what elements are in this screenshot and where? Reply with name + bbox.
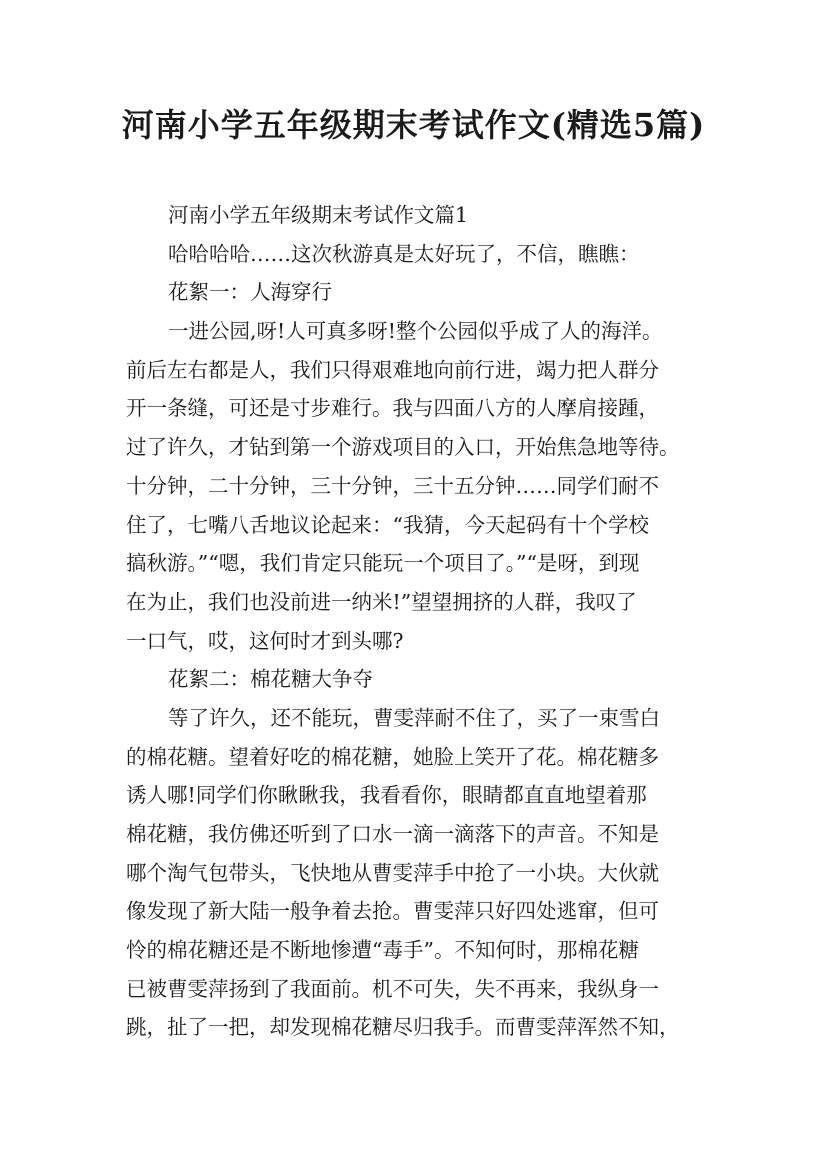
text-line: 等了许久，还不能玩，曹雯萍耐不住了，买了一束雪白 [168,705,660,730]
text-line: 跳，扯了一把，却发现棉花糖尽归我手。而曹雯萍浑然不知， [126,1015,680,1040]
text-line: 一口气，哎，这何时才到头哪? [126,628,404,653]
text-line: 一进公园,呀!人可真多呀!整个公园似乎成了人的海洋。 [168,319,663,344]
document-title: 河南小学五年级期末考试作文(精选5篇) [121,106,706,144]
text-line: 前后左右都是人，我们只得艰难地向前行进，竭力把人群分 [126,357,659,382]
text-line: 像发现了新大陆一般争着去抢。曹雯萍只好四处逃窜，但可 [126,899,659,924]
document-body [126,196,726,1047]
text-line: 已被曹雯萍扬到了我面前。机不可失，失不再来，我纵身一 [126,976,659,1001]
text-line: 棉花糖，我仿佛还听到了口水一滴一滴落下的声音。不知是 [126,822,659,846]
text-line: 十分钟，二十分钟，三十分钟，三十五分钟……同学们耐不 [126,473,659,498]
text-line: 哈哈哈哈……这次秋游真是太好玩了，不信，瞧瞧： [168,241,640,266]
text-line: 诱人哪!同学们你瞅瞅我，我看看你，眼睛都直直地望着那 [126,783,647,808]
text-line: 花絮一：人海穿行 [168,280,332,305]
text-line: 怜的棉花糖还是不断地惨遭“毒手”。不知何时，那棉花糖 [126,938,639,963]
text-line: 过了许久，才钻到第一个游戏项目的入口，开始焦急地等待。 [126,435,680,460]
text-line: 开一条缝，可还是寸步难行。我与四面八方的人摩肩接踵， [126,396,659,421]
text-line: 的棉花糖。望着好吃的棉花糖，她脸上笑开了花。棉花糖多 [126,744,659,769]
text-line: 搞秋游。”“嗯，我们肯定只能玩一个项目了。”“是呀，到现 [126,551,640,576]
text-line: 花絮二：棉花糖大争夺 [168,667,373,692]
text-line: 哪个淘气包带头，飞快地从曹雯萍手中抢了一小块。大伙就 [126,860,659,885]
text-line: 在为止，我们也没前进一纳米!”望望拥挤的人群，我叹了 [126,589,637,614]
text-line: 河南小学五年级期末考试作文篇1 [168,203,469,227]
text-line: 住了，七嘴八舌地议论起来：“我猜，今天起码有十个学校 [126,512,649,537]
